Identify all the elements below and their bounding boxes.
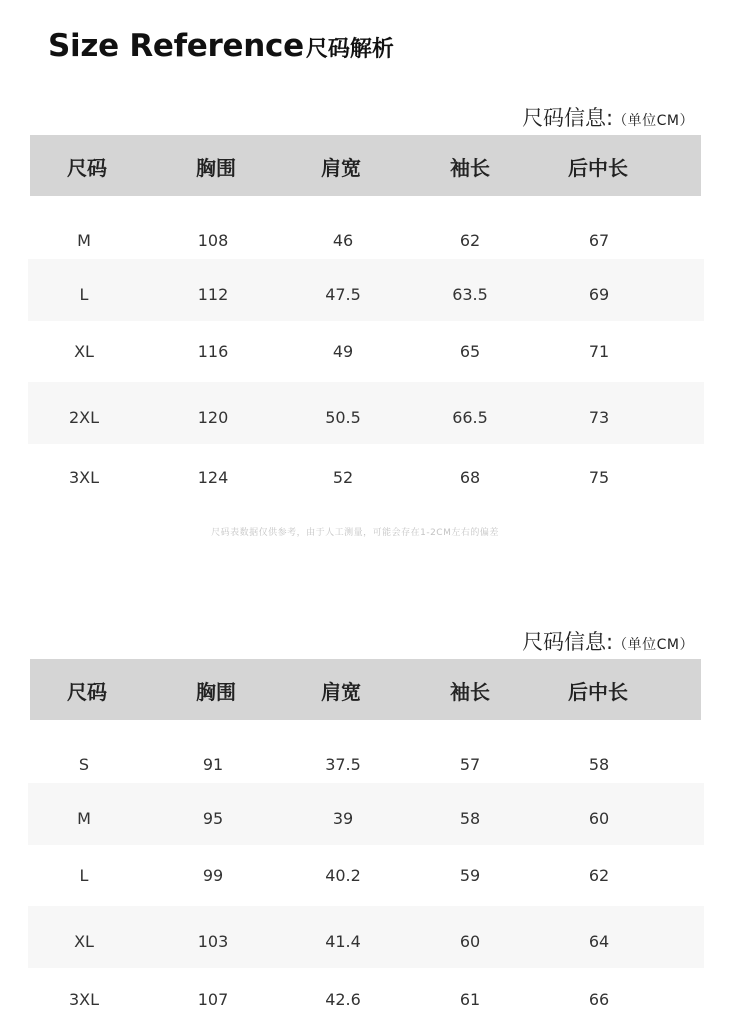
cell-shoulder: 37.5 <box>325 755 361 774</box>
cell-chest: 112 <box>197 285 229 304</box>
table-row <box>0 932 730 952</box>
table2-header-row <box>30 659 701 720</box>
table-row <box>0 285 730 305</box>
header-back-length: 后中长 <box>568 156 628 180</box>
table-row <box>0 408 730 428</box>
cell-size: M <box>77 231 91 250</box>
cell-shoulder: 41.4 <box>325 932 361 951</box>
cell-chest: 108 <box>197 231 229 250</box>
header-chest: 胸围 <box>196 680 236 704</box>
cell-size: L <box>79 285 89 304</box>
table-row <box>0 755 730 775</box>
cell-back-length: 69 <box>588 285 610 304</box>
header-sleeve: 袖长 <box>450 156 490 180</box>
cell-back-length: 73 <box>588 408 610 427</box>
unit-sub-text: （单位CM） <box>613 113 694 129</box>
cell-shoulder: 50.5 <box>325 408 361 427</box>
cell-size: XL <box>74 342 94 361</box>
cell-shoulder: 40.2 <box>325 866 361 885</box>
cell-sleeve: 58 <box>459 809 481 828</box>
cell-chest: 95 <box>202 809 224 828</box>
cell-chest: 120 <box>197 408 229 427</box>
header-size: 尺码 <box>67 156 107 180</box>
cell-sleeve: 62 <box>459 231 481 250</box>
cell-sleeve: 59 <box>459 866 481 885</box>
cell-chest: 99 <box>202 866 224 885</box>
table-row <box>0 342 730 362</box>
cell-chest: 91 <box>202 755 224 774</box>
cell-shoulder: 49 <box>332 342 354 361</box>
table-row <box>0 231 730 251</box>
table2-unit-label <box>522 626 694 656</box>
cell-size: XL <box>74 932 94 951</box>
cell-sleeve: 66.5 <box>452 408 488 427</box>
page-title-english: Size Reference <box>48 28 304 64</box>
table1-header-row <box>30 135 701 196</box>
unit-main-text: 尺码信息: <box>522 630 614 654</box>
cell-size: M <box>77 809 91 828</box>
measurement-note: 尺码表数据仅供参考，由于人工测量，可能会存在1-2CM左右的偏差 <box>211 528 499 538</box>
cell-sleeve: 68 <box>459 468 481 487</box>
header-chest: 胸围 <box>196 156 236 180</box>
cell-size: S <box>78 755 90 774</box>
cell-size: 3XL <box>68 990 100 1009</box>
table1-unit-label <box>522 102 694 132</box>
cell-back-length: 67 <box>588 231 610 250</box>
table-row <box>0 468 730 488</box>
cell-back-length: 60 <box>588 809 610 828</box>
cell-chest: 124 <box>197 468 229 487</box>
table-row <box>0 990 730 1010</box>
header-sleeve: 袖长 <box>450 680 490 704</box>
cell-shoulder: 52 <box>332 468 354 487</box>
cell-shoulder: 42.6 <box>325 990 361 1009</box>
cell-size: 3XL <box>68 468 100 487</box>
cell-shoulder: 39 <box>332 809 354 828</box>
cell-back-length: 62 <box>588 866 610 885</box>
cell-back-length: 58 <box>588 755 610 774</box>
header-shoulder: 肩宽 <box>321 156 361 180</box>
unit-main-text: 尺码信息: <box>522 106 614 130</box>
cell-sleeve: 65 <box>459 342 481 361</box>
cell-sleeve: 61 <box>459 990 481 1009</box>
header-shoulder: 肩宽 <box>321 680 361 704</box>
header-size: 尺码 <box>67 680 107 704</box>
cell-shoulder: 46 <box>332 231 354 250</box>
unit-sub-text: （单位CM） <box>613 637 694 653</box>
cell-shoulder: 47.5 <box>325 285 361 304</box>
cell-chest: 103 <box>197 932 229 951</box>
cell-sleeve: 63.5 <box>452 285 488 304</box>
cell-sleeve: 57 <box>459 755 481 774</box>
cell-back-length: 71 <box>588 342 610 361</box>
table-row <box>0 866 730 886</box>
cell-chest: 107 <box>197 990 229 1009</box>
page-title-chinese: 尺码解析 <box>305 37 394 62</box>
header-back-length: 后中长 <box>568 680 628 704</box>
cell-size: 2XL <box>68 408 100 427</box>
table-row <box>0 809 730 829</box>
cell-back-length: 66 <box>588 990 610 1009</box>
cell-chest: 116 <box>197 342 229 361</box>
cell-sleeve: 60 <box>459 932 481 951</box>
cell-back-length: 75 <box>588 468 610 487</box>
cell-size: L <box>79 866 89 885</box>
page-title <box>48 28 394 64</box>
cell-back-length: 64 <box>588 932 610 951</box>
